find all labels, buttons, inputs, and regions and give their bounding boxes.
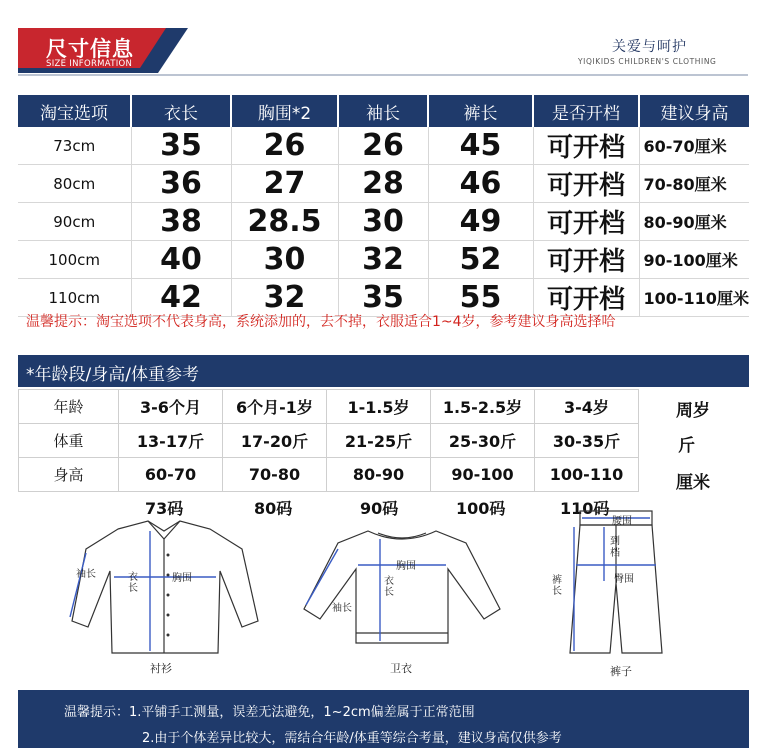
height-cell: 90-100厘米 (639, 241, 749, 279)
footer-tip-1: 温馨提示：1.平铺手工测量，误差无法避免，1~2cm偏差属于正常范围 (64, 705, 475, 720)
table-row (18, 165, 749, 203)
col-header-option: 淘宝选项 (18, 95, 131, 127)
col-header-pants: 裤长 (428, 95, 533, 127)
length-cell: 35 (131, 127, 231, 165)
height-cell: 100-110厘米 (639, 279, 749, 317)
height-cell: 90-100 (431, 458, 535, 492)
age-unit: 周岁 (676, 401, 710, 421)
shirt-diagram (66, 515, 262, 660)
sleeve-cell: 35 (338, 279, 428, 317)
height-cell: 60-70厘米 (639, 127, 749, 165)
weight-cell: 25-30斤 (431, 424, 535, 458)
weight-cell: 21-25斤 (327, 424, 431, 458)
size-cell: 80cm (18, 165, 131, 203)
row-label-weight: 体重 (19, 424, 119, 458)
size-cell: 73cm (18, 127, 131, 165)
chest-cell: 30 (231, 241, 338, 279)
size-cell: 90cm (18, 203, 131, 241)
sleeve-cell: 28 (338, 165, 428, 203)
crotch-cell: 可开档 (533, 203, 639, 241)
crotch-cell: 可开档 (533, 279, 639, 317)
weight-cell: 13-17斤 (119, 424, 223, 458)
age-cell: 6个月-1岁 (223, 390, 327, 424)
size-code: 110码 (560, 499, 610, 518)
age-cell: 1-1.5岁 (327, 390, 431, 424)
table-row (18, 203, 749, 241)
age-section-title: *年龄段/身高/体重参考 (26, 365, 199, 385)
col-header-crotch: 是否开档 (533, 95, 639, 127)
table-row (18, 127, 749, 165)
height-unit: 厘米 (676, 473, 710, 493)
size-code: 90码 (360, 499, 399, 518)
chest-cell: 28.5 (231, 203, 338, 241)
col-header-length: 衣长 (131, 95, 231, 127)
length-cell: 40 (131, 241, 231, 279)
chest-cell: 27 (231, 165, 338, 203)
sweater-chest-label: 胸围 (396, 561, 416, 572)
length-cell: 38 (131, 203, 231, 241)
shirt-chest-label: 胸围 (172, 573, 192, 584)
size-table (18, 95, 749, 317)
pants-cell: 46 (428, 165, 533, 203)
crotch-cell: 可开档 (533, 127, 639, 165)
shirt-length-label: 衣长 (128, 572, 138, 594)
size-code: 80码 (254, 499, 293, 518)
brand-slogan: 关爱与呵护 (612, 39, 687, 55)
shirt-caption: 衬衫 (150, 662, 172, 675)
row-label-age: 年龄 (19, 390, 119, 424)
sweater-diagram (298, 525, 504, 650)
size-info-subtitle: SIZE INFORMATION (46, 59, 133, 69)
sleeve-cell: 32 (338, 241, 428, 279)
footer-tip-2: 2.由于个体差异比较大，需结合年龄/体重等综合考量，建议身高仅供参考 (142, 731, 562, 746)
sweater-caption: 卫衣 (390, 662, 412, 675)
pants-cell: 52 (428, 241, 533, 279)
height-cell: 70-80 (223, 458, 327, 492)
brand-name: YIQIKIDS CHILDREN'S CLOTHING (578, 57, 717, 66)
table-row (19, 424, 639, 458)
row-label-height: 身高 (19, 458, 119, 492)
col-header-chest: 胸围*2 (231, 95, 338, 127)
sweater-sleeve-label: 袖长 (332, 603, 352, 614)
height-cell: 70-80厘米 (639, 165, 749, 203)
header-divider (18, 74, 748, 76)
col-header-height: 建议身高 (639, 95, 749, 127)
length-cell: 36 (131, 165, 231, 203)
col-header-sleeve: 袖长 (338, 95, 428, 127)
chest-cell: 26 (231, 127, 338, 165)
pants-caption: 裤子 (610, 665, 632, 678)
age-cell: 3-6个月 (119, 390, 223, 424)
crotch-cell: 可开档 (533, 165, 639, 203)
size-cell: 110cm (18, 279, 131, 317)
length-cell: 42 (131, 279, 231, 317)
age-table (18, 389, 639, 492)
size-info-title: 尺寸信息 (46, 37, 134, 61)
chest-cell: 32 (231, 279, 338, 317)
sleeve-cell: 26 (338, 127, 428, 165)
weight-cell: 17-20斤 (223, 424, 327, 458)
weight-cell: 30-35斤 (535, 424, 639, 458)
pants-hip-label: 臀围 (614, 574, 634, 585)
pants-crotch-label: 到档 (610, 536, 620, 559)
table-row (18, 241, 749, 279)
height-cell: 80-90 (327, 458, 431, 492)
shirt-sleeve-label: 袖长 (76, 569, 96, 580)
pants-waist-label: 腰围 (612, 516, 632, 527)
pants-cell: 55 (428, 279, 533, 317)
crotch-cell: 可开档 (533, 241, 639, 279)
sweater-length-label: 衣长 (384, 576, 394, 598)
size-cell: 100cm (18, 241, 131, 279)
pants-cell: 49 (428, 203, 533, 241)
pants-length-label: 裤长 (552, 575, 562, 597)
weight-unit: 斤 (678, 436, 695, 456)
age-cell: 1.5-2.5岁 (431, 390, 535, 424)
size-code: 73码 (145, 499, 184, 518)
size-note: 温馨提示：淘宝选项不代表身高，系统添加的，去不掉，衣服适合1~4岁，参考建议身高选择哈 (26, 314, 616, 330)
size-table-header (18, 95, 749, 127)
height-cell: 80-90厘米 (639, 203, 749, 241)
table-row (19, 458, 639, 492)
height-cell: 60-70 (119, 458, 223, 492)
sleeve-cell: 30 (338, 203, 428, 241)
table-row (19, 390, 639, 424)
age-cell: 3-4岁 (535, 390, 639, 424)
size-code: 100码 (456, 499, 506, 518)
pants-cell: 45 (428, 127, 533, 165)
height-cell: 100-110 (535, 458, 639, 492)
